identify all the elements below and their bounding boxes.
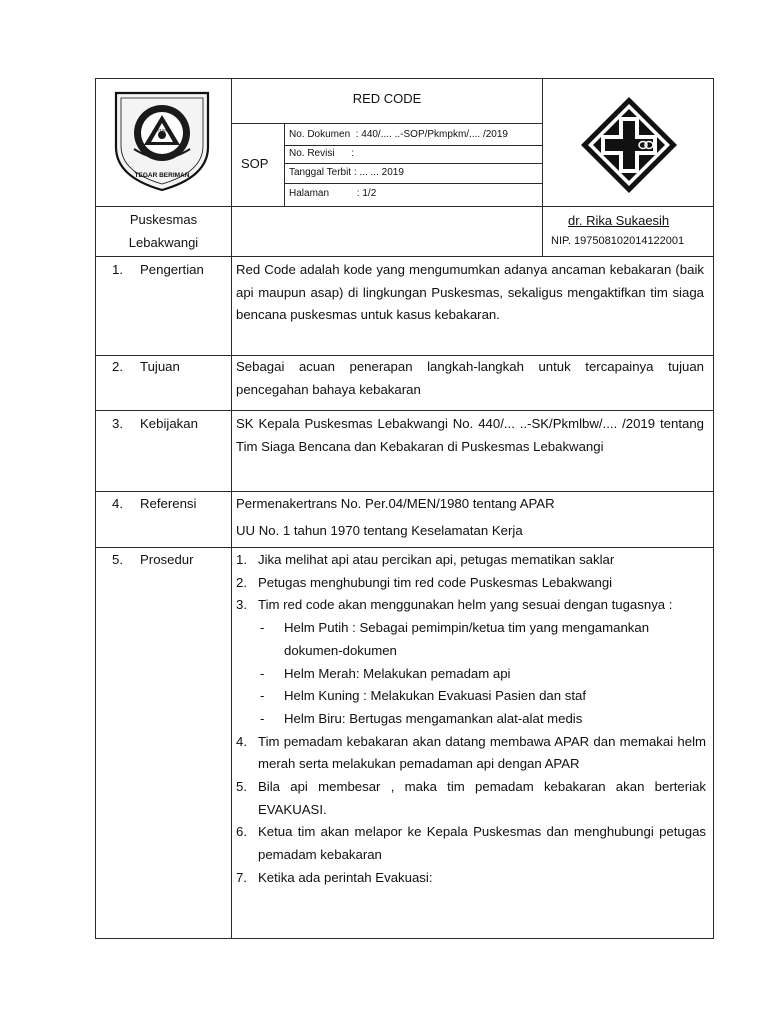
helmet-item: - Helm Kuning : Melakukan Evakuasi Pasien dan staf [260, 688, 587, 704]
signer-name: dr. Rika Sukaesih [568, 213, 670, 228]
helmet-item: - Helm Merah: Melakukan pemadam api [260, 665, 511, 681]
sop-label: SOP [241, 156, 269, 171]
section-3-number: 3. [112, 416, 123, 431]
section-1-number: 1. [112, 262, 123, 277]
procedure-step: 7. Ketika ada perintah Evakuasi: [236, 869, 433, 885]
procedure-step: 6. Ketua tim akan melapor ke Kepala Puskesmas dan menghubungi petugas pemadam kebakaran [236, 824, 706, 863]
document-title: RED CODE [352, 91, 422, 106]
definition-text: Red Code adalah kode yang mengumumkan adanya ancaman kebakaran (baik api maupun asap) di lingkungan Puskesmas, sekaligus mengaktifkan tim siaga bencana puskesmas untuk kasus kebakaran. [236, 262, 704, 323]
reference-line-2: UU No. 1 tahun 1970 tentang Keselamatan Kerja [236, 523, 523, 538]
section-3-label: Kebijakan [140, 416, 198, 431]
doc-number-field: No. Dokumen : 440/.... ..-SOP/Pkmpkm/.... /2019 [289, 129, 508, 140]
page-field: Halaman : 1/2 [289, 188, 377, 199]
puskesmas-logo [579, 95, 679, 195]
section-2-number: 2. [112, 359, 123, 374]
section-5-number: 5. [112, 552, 123, 567]
helmet-item: - Helm Putih : Sebagai pemimpin/ketua tim yang mengamankan dokumen-dokumen [260, 620, 650, 658]
procedure-step: 3. Tim red code akan menggunakan helm yang sesuai dengan tugasnya : [236, 597, 673, 613]
procedure-step: 4. Tim pemadam kebakaran akan datang membawa APAR dan memakai helm merah serta melakukan pemadaman api dengan APAR [236, 733, 706, 772]
emblem-inner-text: BATARA [153, 128, 171, 133]
section-5-label: Prosedur [140, 552, 194, 567]
procedure-step: 2. Petugas menghubungi tim red code Puskesmas Lebakwangi [236, 574, 613, 590]
helmet-item: - Helm Biru: Bertugas mengamankan alat-alat medis [260, 710, 583, 726]
org-name-line2: Lebakwangi [128, 235, 199, 250]
reference-line-1: Permenakertrans No. Per.04/MEN/1980 tentang APAR [236, 496, 555, 511]
org-name-line1: Puskesmas [129, 212, 198, 227]
emblem-motto: TEGAR BERIMAN [134, 172, 190, 179]
procedure-list [236, 549, 706, 890]
section-4-label: Referensi [140, 496, 197, 511]
section-4-number: 4. [112, 496, 123, 511]
revision-field: No. Revisi : [289, 148, 355, 159]
section-1-label: Pengertian [140, 262, 204, 277]
signer-nip: NIP. 197508102014122001 [551, 235, 685, 247]
issue-date-field: Tanggal Terbit : ... ... 2019 [289, 167, 404, 178]
procedure-step: 1. Jika melihat api atau percikan api, petugas mematikan saklar [236, 552, 615, 567]
purpose-text: Sebagai acuan penerapan langkah-langkah untuk tercapainya tujuan pencegahan bahaya kebakaran [236, 359, 704, 397]
section-2-label: Tujuan [140, 359, 180, 374]
policy-text: SK Kepala Puskesmas Lebakwangi No. 440/... ..-SK/Pkmlbw/.... /2019 tentang Tim Siaga Bencana dan Kebakaran di Puskesmas Lebakwangi [236, 416, 704, 454]
procedure-step: 5. Bila api membesar , maka tim pemadam kebakaran akan berteriak EVAKUASI. [236, 779, 706, 817]
regency-emblem-logo [112, 89, 212, 193]
